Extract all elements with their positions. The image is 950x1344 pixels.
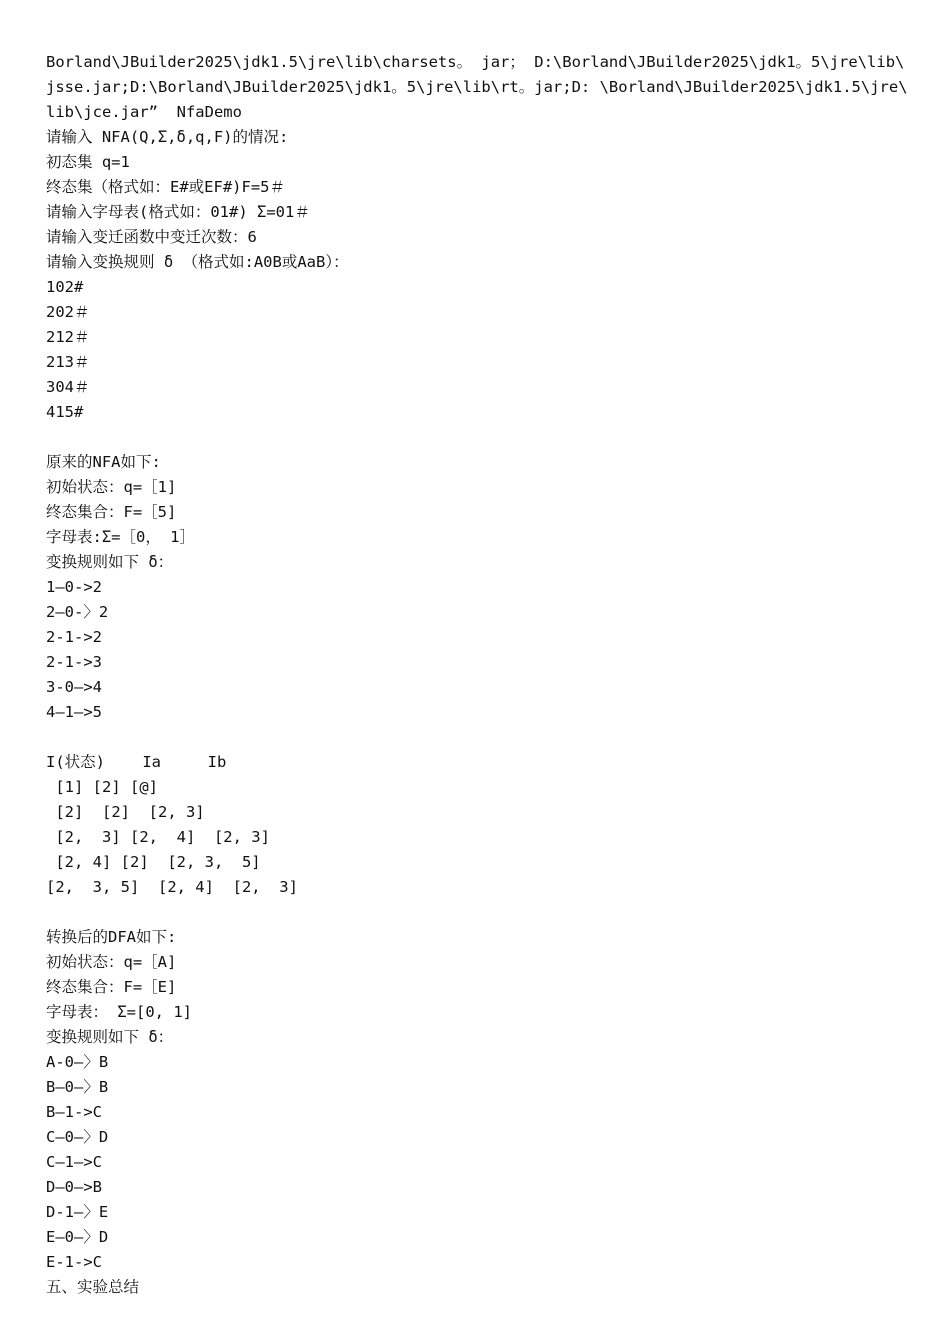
text-line: [1] [2] [@] — [46, 778, 158, 796]
text-line: 五、实验总结 — [46, 1278, 140, 1296]
text-line: 102# — [46, 278, 84, 296]
text-line: lib\jce.jar” NfaDemo — [46, 103, 242, 121]
blank-line — [46, 425, 916, 450]
text-line: 415# — [46, 403, 84, 421]
text-line: D-1—〉E — [46, 1203, 109, 1221]
text-line: 1—0->2 — [46, 578, 102, 596]
blank-line — [46, 900, 916, 925]
document-body — [46, 50, 916, 1300]
text-line: 212＃ — [46, 328, 90, 346]
text-line: I(状态) Ia Ib — [46, 753, 227, 771]
text-line: 4—1—>5 — [46, 703, 102, 721]
text-line: [2, 3, 5] [2, 4] [2, 3] — [46, 878, 298, 896]
text-line: [2, 3] [2, 4] [2, 3] — [46, 828, 270, 846]
text-line: 3-0—>4 — [46, 678, 102, 696]
text-line: 初态集 q=1 — [46, 153, 130, 171]
text-line: 202＃ — [46, 303, 90, 321]
text-line: 304＃ — [46, 378, 90, 396]
text-line: 原来的NFA如下: — [46, 453, 161, 471]
text-line: D—0—>B — [46, 1178, 102, 1196]
text-line: B—0—〉B — [46, 1078, 109, 1096]
text-line: 2—0-〉2 — [46, 603, 109, 621]
text-line: 2-1->3 — [46, 653, 102, 671]
text-line: B—1->C — [46, 1103, 102, 1121]
text-line: C—0—〉D — [46, 1128, 109, 1146]
text-line: 字母表： Σ=[0, 1] — [46, 1003, 192, 1021]
text-line: jsse.jar;D:\Borland\JBuilder2025\jdk1。5\jre\lib\rt。jar;D: \Borland\JBuilder2025\jdk1.5\jre\ — [46, 78, 908, 96]
text-line: 请输入变换规则 δ （格式如:A0B或AaB）： — [46, 253, 349, 271]
text-line: 2-1->2 — [46, 628, 102, 646]
text-line: E—0—〉D — [46, 1228, 109, 1246]
text-line: 请输入字母表(格式如：01#) Σ=01＃ — [46, 203, 310, 221]
text-line: 终态集合：F=［5] — [46, 503, 177, 521]
text-line: [2, 4] [2] [2, 3, 5] — [46, 853, 261, 871]
text-line: 变换规则如下 δ： — [46, 553, 174, 571]
text-line: 213＃ — [46, 353, 90, 371]
text-line: C—1—>C — [46, 1153, 102, 1171]
text-line: Borland\JBuilder2025\jdk1.5\jre\lib\charsets。 jar； D:\Borland\JBuilder2025\jdk1。5\jre\lib\ — [46, 53, 905, 71]
blank-line — [46, 725, 916, 750]
text-line: 终态集（格式如：E#或EF#)F=5＃ — [46, 178, 285, 196]
text-line: 请输入变迁函数中变迁次数：6 — [46, 228, 257, 246]
text-line: 终态集合：F=［E] — [46, 978, 177, 996]
text-line: 变换规则如下 δ： — [46, 1028, 174, 1046]
text-line: 转换后的DFA如下: — [46, 928, 177, 946]
text-line: [2] [2] [2, 3] — [46, 803, 205, 821]
text-line: 字母表:Σ=［0， 1］ — [46, 528, 195, 546]
text-line: E-1->C — [46, 1253, 102, 1271]
text-line: A-0—〉B — [46, 1053, 109, 1071]
text-line: 初始状态：q=［1] — [46, 478, 177, 496]
text-line: 请输入 NFA(Q,Σ,δ,q,F)的情况: — [46, 128, 289, 146]
text-line: 初始状态：q=［A] — [46, 953, 177, 971]
